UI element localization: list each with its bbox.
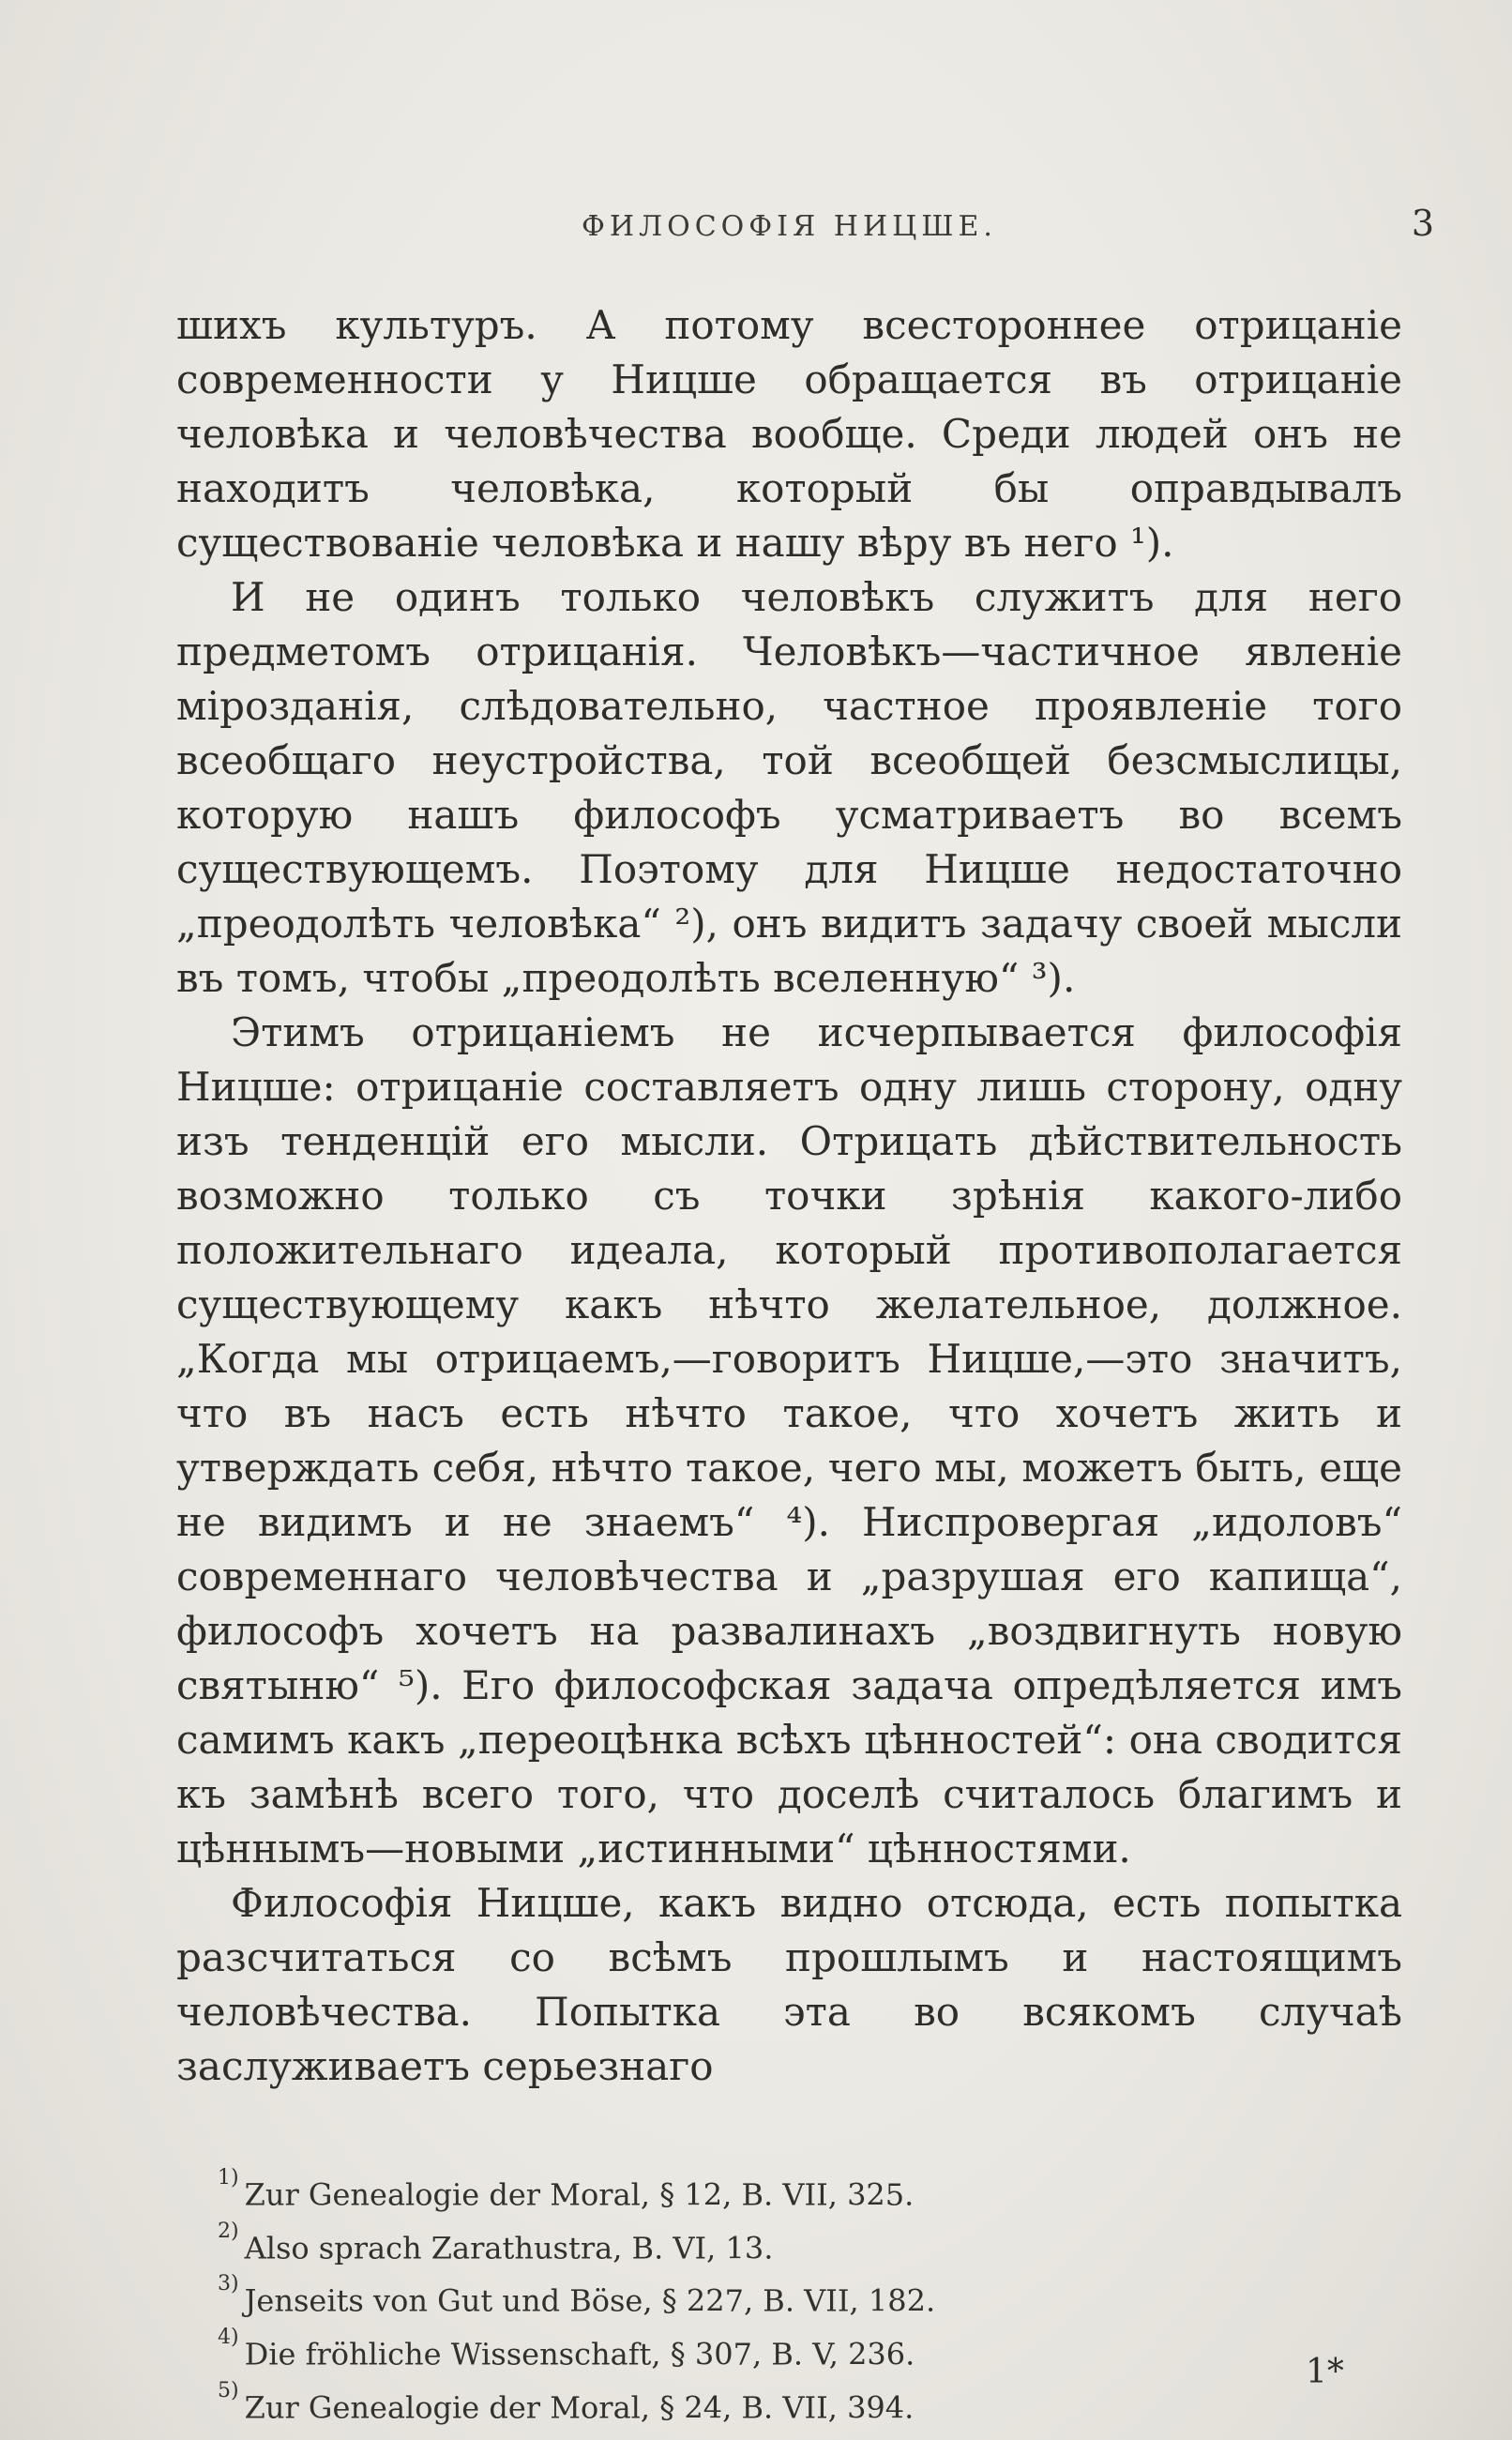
footnote-marker: 2) [218,2219,239,2243]
footnote-text: Zur Genealogie der Moral, § 12, B. VII, 325. [244,2176,915,2213]
footnote-text: Die fröhliche Wissenschaft, § 307, B. V, 236. [244,2336,915,2372]
body-text [176,298,1402,2094]
running-header-title: ФИЛОСОФІЯ НИЦШЕ. [582,210,997,243]
running-header [176,203,1434,244]
footnote-marker: 3) [218,2272,239,2296]
signature-mark: 1* [1306,2353,1344,2391]
footnote [218,2325,1381,2378]
footnote-text: Zur Genealogie der Moral, § 24, B. VII, 394. [244,2389,915,2426]
footnote-marker: 4) [218,2325,239,2349]
paragraph: Философія Ницше, какъ видно отсюда, есть попытка разсчитаться со всѣмъ прошлымъ и настоящимъ человѣчества. Попытка эта во всякомъ случаѣ заслуживаетъ серьезнаго [176,1880,1402,2089]
footnote [218,2219,1381,2272]
paragraph: Этимъ отрицаніемъ не исчерпывается философія Ницше: отрицаніе составляетъ одну лишь сторону, одну изъ тенденцій его мысли. Отрицать дѣйствительность возможно только съ точки зрѣнія какого-либо положительнаго идеала, который противополагается существующему какъ нѣчто желательное, должное. „Когда мы отрицаемъ,—говоритъ Ницше,—это значитъ, что въ насъ есть нѣчто такое, что хочетъ жить и утверждать себя, нѣчто такое, чего мы, можетъ быть, еще не видимъ и не знаемъ“ ⁴). Ниспровергая „идоловъ“ современнаго человѣчества и „разрушая его капища“, философъ хочетъ на развалинахъ „воздвигнуть новую святыню“ ⁵). Его философская задача опредѣляется имъ самимъ какъ „переоцѣнка всѣхъ цѣнностей“: она сводится къ замѣнѣ всего того, что доселѣ считалось благимъ и цѣннымъ—новыми „истинными“ цѣнностями. [176,1009,1402,1872]
paragraph: шихъ культуръ. А потому всестороннее отрицаніе современности у Ницше обращается въ отрицаніе человѣка и человѣчества вообще. Среди людей онъ не находитъ человѣка, который бы оправдывалъ существованіе человѣка и нашу вѣру въ него ¹). [176,302,1402,566]
footnote [218,2271,1381,2325]
footnote [218,2378,1381,2432]
footnote-marker: 1) [218,2166,239,2190]
footnote-text: Also sprach Zarathustra, B. VI, 13. [244,2230,774,2266]
footnote [218,2165,1381,2219]
page-number: 3 [1411,203,1434,244]
paragraph: И не одинъ только человѣкъ служитъ для него предметомъ отрицанія. Человѣкъ—частичное явленіе мірозданія, слѣдовательно, частное проявленіе того всеобщаго неустройства, той всеобщей безсмыслицы, которую нашъ философъ усматриваетъ во всемъ существующемъ. Поэтому для Ницше недостаточно „преодолѣть человѣка“ ²), онъ видитъ задачу своей мысли въ томъ, чтобы „преодолѣть вселенную“ ³). [176,574,1402,1001]
footnotes-block [218,2165,1381,2431]
footnote-text: Jenseits von Gut und Böse, § 227, B. VII, 182. [244,2282,936,2319]
footnote-marker: 5) [218,2378,239,2402]
